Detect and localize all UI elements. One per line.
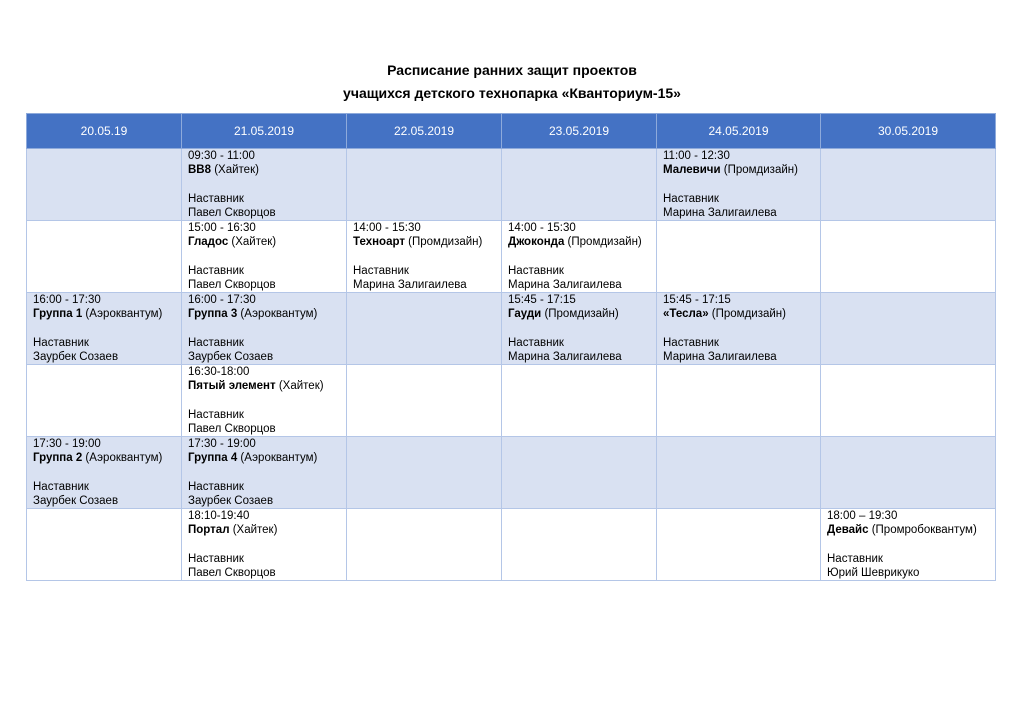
session-cell — [182, 437, 347, 509]
date-header: 20.05.19 — [27, 114, 182, 149]
empty-cell — [502, 437, 657, 509]
mentor-label: Наставник — [508, 336, 564, 349]
empty-cell — [347, 149, 502, 221]
empty-cell — [821, 437, 996, 509]
date-header: 22.05.2019 — [347, 114, 502, 149]
empty-cell — [502, 149, 657, 221]
spacer — [188, 465, 346, 479]
empty-cell — [27, 149, 182, 221]
mentor-name: Павел Скворцов — [188, 566, 276, 579]
mentor-name: Павел Скворцов — [188, 206, 276, 219]
mentor-name: Марина Залигаилева — [508, 350, 622, 363]
date-header: 21.05.2019 — [182, 114, 347, 149]
empty-cell — [657, 509, 821, 581]
empty-cell — [821, 221, 996, 293]
session-cell — [347, 221, 502, 293]
project-direction: (Промдизайн) — [564, 236, 642, 249]
empty-cell — [821, 149, 996, 221]
mentor-label: Наставник — [508, 264, 564, 277]
date-header: 30.05.2019 — [821, 114, 996, 149]
project-name: Портал — [188, 524, 230, 537]
session-cell — [182, 149, 347, 221]
empty-cell — [27, 509, 182, 581]
spacer — [508, 249, 656, 263]
empty-cell — [347, 437, 502, 509]
table-row — [27, 221, 996, 293]
session-project-line — [353, 235, 501, 249]
spacer — [188, 321, 346, 335]
empty-cell — [821, 365, 996, 437]
spacer — [508, 321, 656, 335]
empty-cell — [347, 293, 502, 365]
session-time: 15:45 - 17:15 — [663, 294, 731, 306]
session-cell — [657, 149, 821, 221]
spacer — [188, 249, 346, 263]
header-row — [27, 114, 996, 149]
session-time: 14:00 - 15:30 — [353, 222, 421, 234]
project-name: ВВ8 — [188, 164, 212, 177]
date-header: 23.05.2019 — [502, 114, 657, 149]
mentor-label: Наставник — [188, 408, 244, 421]
project-direction: (Хайтек) — [211, 164, 259, 177]
mentor-label: Наставник — [188, 480, 244, 493]
project-direction: (Промробоквантум) — [868, 524, 977, 537]
project-direction: (Аэроквантум) — [237, 308, 318, 321]
session-cell — [657, 293, 821, 365]
project-direction: (Хайтек) — [229, 524, 278, 537]
empty-cell — [27, 221, 182, 293]
table-row — [27, 437, 996, 509]
project-direction: (Хайтек) — [275, 380, 324, 393]
project-name: Джоконда — [508, 236, 565, 249]
table-row — [27, 293, 996, 365]
session-project-line — [508, 307, 656, 321]
session-cell — [502, 293, 657, 365]
session-project-line — [188, 307, 346, 321]
page-title-line-1: Расписание ранних защит проектов — [387, 62, 637, 78]
mentor-label: Наставник — [663, 192, 719, 205]
spacer — [663, 321, 820, 335]
project-name: Девайс — [827, 524, 869, 537]
mentor-name: Марина Залигаилева — [663, 206, 777, 219]
table-row — [27, 509, 996, 581]
mentor-label: Наставник — [353, 264, 409, 277]
project-name: «Тесла» — [663, 308, 709, 321]
mentor-label: Наставник — [33, 480, 89, 493]
session-project-line — [33, 451, 181, 465]
project-name: Гауди — [508, 308, 542, 321]
session-project-line — [188, 523, 346, 537]
date-header: 24.05.2019 — [657, 114, 821, 149]
session-time: 15:45 - 17:15 — [508, 294, 576, 306]
spacer — [827, 537, 995, 551]
empty-cell — [347, 365, 502, 437]
session-project-line — [663, 163, 820, 177]
table-row — [27, 365, 996, 437]
schedule-table — [26, 113, 996, 581]
project-name: Группа 2 — [33, 452, 83, 465]
session-cell — [821, 509, 996, 581]
session-time: 17:30 - 19:00 — [188, 438, 256, 450]
spacer — [663, 177, 820, 191]
session-cell — [502, 221, 657, 293]
session-cell — [182, 221, 347, 293]
mentor-name: Заурбек Созаев — [33, 350, 119, 363]
spacer — [188, 177, 346, 191]
empty-cell — [821, 293, 996, 365]
project-direction: (Промдизайн) — [708, 308, 786, 321]
empty-cell — [502, 509, 657, 581]
mentor-label: Наставник — [188, 336, 244, 349]
session-cell — [182, 365, 347, 437]
mentor-label: Наставник — [188, 192, 244, 205]
empty-cell — [657, 365, 821, 437]
mentor-name: Марина Залигаилева — [508, 278, 622, 291]
session-project-line — [663, 307, 820, 321]
session-cell — [182, 509, 347, 581]
project-direction: (Аэроквантум) — [82, 308, 163, 321]
session-project-line — [33, 307, 181, 321]
mentor-label: Наставник — [33, 336, 89, 349]
spacer — [33, 321, 181, 335]
empty-cell — [657, 221, 821, 293]
session-time: 18:10-19:40 — [188, 510, 250, 522]
mentor-name: Юрий Шеврикуко — [827, 566, 920, 579]
project-direction: (Аэроквантум) — [82, 452, 163, 465]
project-name: Группа 1 — [33, 308, 83, 321]
project-name: Техноарт — [353, 236, 405, 249]
mentor-label: Наставник — [663, 336, 719, 349]
spacer — [353, 249, 501, 263]
session-time: 16:00 - 17:30 — [33, 294, 101, 306]
mentor-name: Заурбек Созаев — [33, 494, 119, 507]
session-project-line — [508, 235, 656, 249]
empty-cell — [657, 437, 821, 509]
project-name: Гладос — [188, 236, 229, 249]
session-time: 15:00 - 16:30 — [188, 222, 256, 234]
project-direction: (Промдизайн) — [541, 308, 619, 321]
session-time: 11:00 - 12:30 — [663, 150, 730, 162]
session-project-line — [188, 451, 346, 465]
session-time: 18:00 – 19:30 — [827, 510, 898, 522]
empty-cell — [27, 365, 182, 437]
session-time: 16:00 - 17:30 — [188, 294, 256, 306]
project-direction: (Промдизайн) — [720, 164, 798, 177]
page-title-line-2: учащихся детского технопарка «Кванториум-15» — [343, 85, 681, 101]
spacer — [188, 537, 346, 551]
project-name: Группа 4 — [188, 452, 238, 465]
spacer — [33, 465, 181, 479]
session-project-line — [188, 379, 346, 393]
project-name: Пятый элемент — [188, 380, 276, 393]
session-cell — [182, 293, 347, 365]
session-time: 14:00 - 15:30 — [508, 222, 576, 234]
empty-cell — [347, 509, 502, 581]
project-direction: (Хайтек) — [228, 236, 277, 249]
session-time: 09:30 - 11:00 — [188, 150, 255, 162]
session-cell — [27, 437, 182, 509]
empty-cell — [502, 365, 657, 437]
project-name: Малевичи — [663, 164, 721, 177]
mentor-name: Павел Скворцов — [188, 422, 276, 435]
session-time: 17:30 - 19:00 — [33, 438, 101, 450]
mentor-name: Заурбек Созаев — [188, 494, 274, 507]
project-direction: (Промдизайн) — [404, 236, 483, 249]
session-project-line — [188, 235, 346, 249]
project-direction: (Аэроквантум) — [237, 452, 318, 465]
spacer — [188, 393, 346, 407]
project-name: Группа 3 — [188, 308, 238, 321]
session-project-line — [188, 163, 346, 177]
session-cell — [27, 293, 182, 365]
mentor-label: Наставник — [827, 552, 883, 565]
session-time: 16:30-18:00 — [188, 366, 250, 378]
mentor-name: Марина Залигаилева — [353, 278, 467, 291]
table-row — [27, 149, 996, 221]
session-project-line — [827, 523, 995, 537]
mentor-name: Марина Залигаилева — [663, 350, 777, 363]
mentor-label: Наставник — [188, 264, 244, 277]
mentor-name: Павел Скворцов — [188, 278, 276, 291]
mentor-name: Заурбек Созаев — [188, 350, 274, 363]
mentor-label: Наставник — [188, 552, 244, 565]
